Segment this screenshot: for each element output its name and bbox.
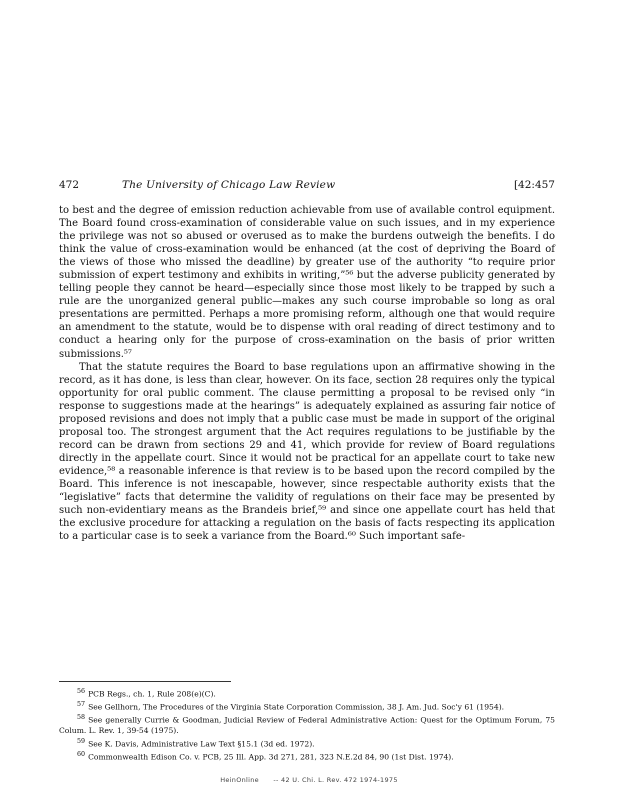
journal-title: The University of Chicago Law Review [122,179,336,191]
paragraph-2: That the statute requires the Board to base regulations upon an affirmative showing in the record, as it has done, is less than clear, however. On its face, section 28 requires only the typical opportunity for oral public comment. The clause permitting a proposal to be revised only “in response to suggestions made at the hearings” is adequately explained as assuring fair notice of proposed revisions and does not imply that a public case must be made in support of the original proposal too. The strongest argument that the Act requires regulations to be justifiable by the record can be drawn from sections 29 and 41, which provide for review of Board regulations directly in the appellate court. Since it would not be practical for an appellate court to take new evidence,⁵⁸ a reasonable inference is that review is to be based upon the record compiled by the Board. This inference is not inescapable, however, since respectable authority exists that the “legislative” facts that determine the validity of regulations on their face may be presented by such non-evidentiary means as the Brandeis brief,⁵⁹ and since one appellate court has held that the exclusive procedure for attacking a regulation on the basis of facts respecting its application to a particular case is to seek a variance from the Board.⁶⁰ Such important safe- [59,361,555,543]
footnote-60: $^{60}$ Commonwealth Edison Co. v. PCB, 25 Ill. App. 3d 271, 281, 323 N.E.2d 84, 90 (1st Dist. 1974). [77,750,454,762]
footnotes [59,687,555,763]
footnote-57: $^{57}$ See Gellhorn, The Procedures of the Virginia State Corporation Commission, 38 J. Am. Jud. Soc'y 61 (1954). [77,701,505,712]
footnote-56: $^{56}$ PCB Regs., ch. 1, Rule 208(e)(C). [77,688,216,699]
page-footer [0,776,618,784]
paragraph-1: to best and the degree of emission reduction achievable from use of available control equipment. The Board found cross-examination of considerable value on such issues, and in my experience the privilege was not so abused or overused as to make the burdens outweigh the benefits. I do think the value of cross-examination would be enhanced (at the cost of depriving the Board of the views of those who missed the deadline) by greater use of the authority “to require prior submission of expert testimony and exhibits in writing,”⁵⁶ but the adverse publicity generated by telling people they cannot be heard—especially since those most likely to be trapped by such a rule are the unorganized general public—makes any such course improbable so long as oral presentations are permitted. Perhaps a more promising reform, although one that would require an amendment to the statute, would be to dispense with oral reading of direct testimony and to conduct a hearing only for the purpose of cross-examination on the basis of prior written submissions.⁵⁷ [59,205,555,360]
page-number: 472 [59,179,80,191]
footnote-divider [59,681,231,682]
footnote-58: $^{58}$ See generally Currie & Goodman, Judicial Review of Federal Administrative Action: Quest for the Optimum Forum, 75 Colum. L. Rev. 1, 39-54 (1975). [59,714,555,736]
footer-citation: -- 42 U. Chi. L. Rev. 472 1974-1975 [273,776,398,784]
footnote-59: $^{59}$ See K. Davis, Administrative Law Text §15.1 (3d ed. 1972). [77,737,315,749]
body-text [59,204,555,543]
footer-source: HeinOnline [220,776,259,784]
volume-citation: [42:457 [513,179,555,191]
running-header [59,179,555,195]
